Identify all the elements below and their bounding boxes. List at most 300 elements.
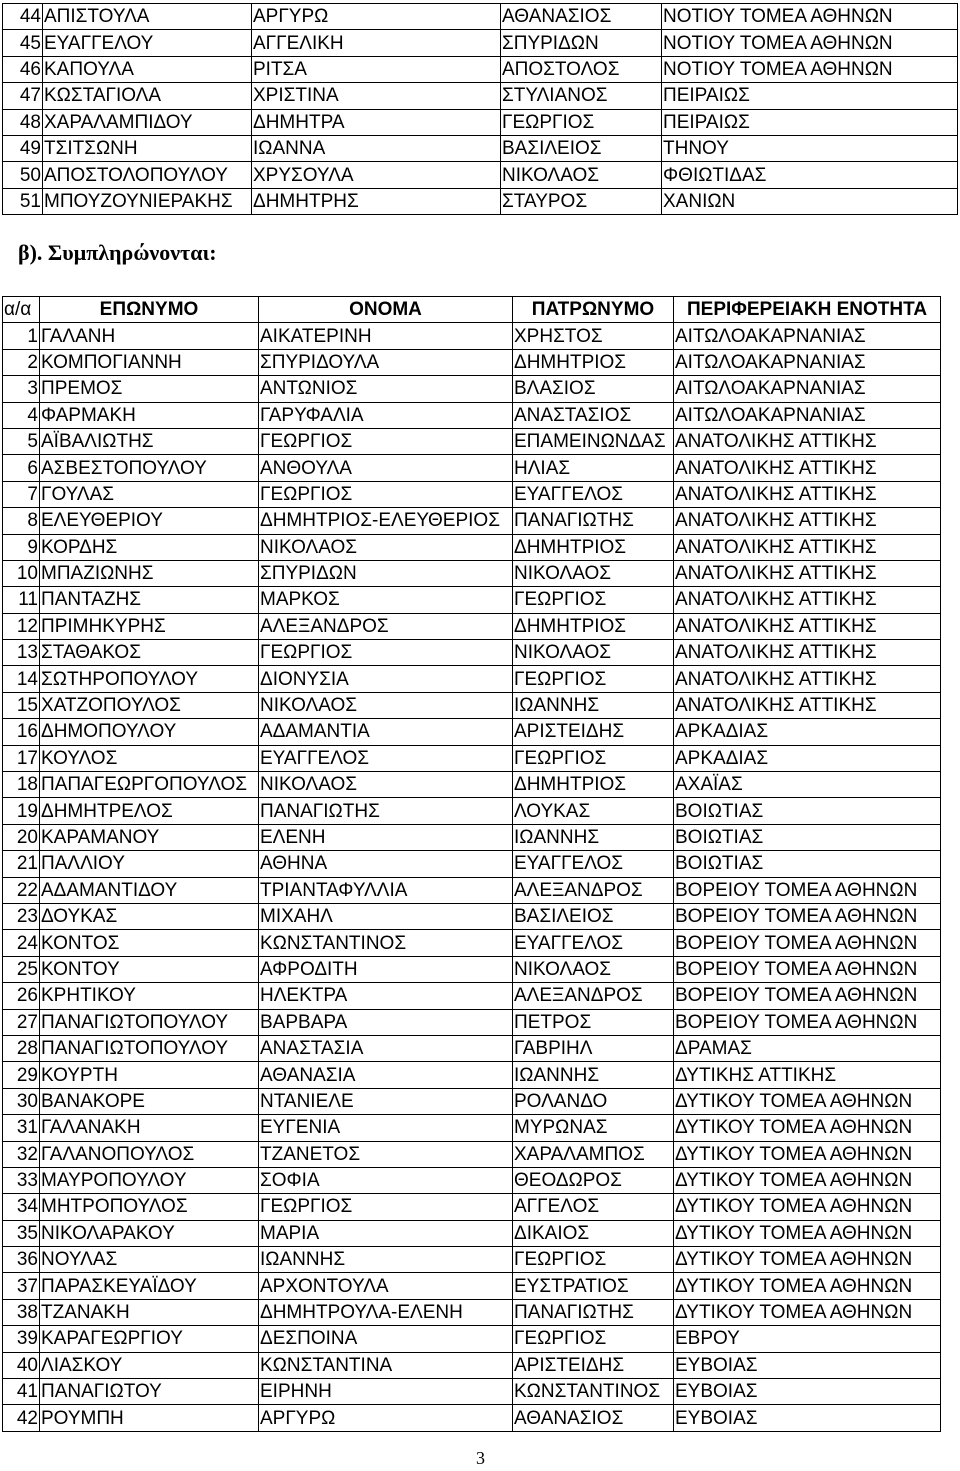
- cell-fathers-name: ΝΙΚΟΛΑΟΣ: [513, 956, 674, 982]
- cell-surname: ΝΟΥΛΑΣ: [40, 1247, 259, 1273]
- cell-name: ΕΛΕΝΗ: [259, 824, 513, 850]
- cell-name: ΝΙΚΟΛΑΟΣ: [259, 534, 513, 560]
- cell-number: 27: [3, 1009, 40, 1035]
- cell-regional-unit: ΑΙΤΩΛΟΑΚΑΡΝΑΝΙΑΣ: [674, 349, 941, 375]
- cell-surname: ΚΑΡΑΓΕΩΡΓΙΟΥ: [40, 1326, 259, 1352]
- table-row: [3, 1273, 941, 1299]
- cell-number: 35: [3, 1220, 40, 1246]
- cell-number: 49: [3, 135, 43, 161]
- cell-number: 22: [3, 877, 40, 903]
- cell-name: ΑΘΑΝΑΣΙΑ: [259, 1062, 513, 1088]
- cell-number: 10: [3, 560, 40, 586]
- cell-surname: ΓΑΛΑΝΗ: [40, 323, 259, 349]
- cell-fathers-name: ΑΓΓΕΛΟΣ: [513, 1194, 674, 1220]
- cell-number: 11: [3, 587, 40, 613]
- cell-fathers-name: ΧΑΡΑΛΑΜΠΟΣ: [513, 1141, 674, 1167]
- table-row: [3, 83, 958, 109]
- cell-fathers-name: ΕΠΑΜΕΙΝΩΝΔΑΣ: [513, 428, 674, 454]
- cell-surname: ΓΑΛΑΝΟΠΟΥΛΟΣ: [40, 1141, 259, 1167]
- cell-surname: ΔΗΜΟΠΟΥΛΟΥ: [40, 719, 259, 745]
- cell-fathers-name: ΓΕΩΡΓΙΟΣ: [513, 745, 674, 771]
- cell-fathers-name: ΓΕΩΡΓΙΟΣ: [513, 1247, 674, 1273]
- cell-fathers-name: ΓΑΒΡΙΗΛ: [513, 1035, 674, 1061]
- cell-fathers-name: ΙΩΑΝΝΗΣ: [513, 1062, 674, 1088]
- cell-regional-unit: ΑΧΑΪΑΣ: [674, 772, 941, 798]
- cell-number: 40: [3, 1352, 40, 1378]
- cell-surname: ΜΠΟΥΖΟΥΝΙΕΡΑΚΗΣ: [43, 188, 252, 214]
- cell-fathers-name: ΓΕΩΡΓΙΟΣ: [513, 587, 674, 613]
- cell-name: ΜΑΡΙΑ: [259, 1220, 513, 1246]
- cell-number: 8: [3, 508, 40, 534]
- cell-regional-unit: ΔΥΤΙΚΟΥ ΤΟΜΕΑ ΑΘΗΝΩΝ: [674, 1088, 941, 1114]
- table-row: [3, 772, 941, 798]
- cell-fathers-name: ΣΠΥΡΙΔΩΝ: [501, 30, 662, 56]
- cell-name: ΑΝΘΟΥΛΑ: [259, 455, 513, 481]
- cell-name: ΜΙΧΑΗΛ: [259, 903, 513, 929]
- cell-fathers-name: ΑΛΕΞΑΝΔΡΟΣ: [513, 877, 674, 903]
- cell-name: ΧΡΙΣΤΙΝΑ: [252, 83, 501, 109]
- cell-fathers-name: ΗΛΙΑΣ: [513, 455, 674, 481]
- table-row: [3, 1009, 941, 1035]
- cell-regional-unit: ΒΟΡΕΙΟΥ ΤΟΜΕΑ ΑΘΗΝΩΝ: [674, 903, 941, 929]
- cell-name: ΑΛΕΞΑΝΔΡΟΣ: [259, 613, 513, 639]
- cell-fathers-name: ΒΑΣΙΛΕΙΟΣ: [501, 135, 662, 161]
- cell-regional-unit: ΒΟΡΕΙΟΥ ΤΟΜΕΑ ΑΘΗΝΩΝ: [674, 930, 941, 956]
- cell-number: 26: [3, 983, 40, 1009]
- cell-fathers-name: ΑΝΑΣΤΑΣΙΟΣ: [513, 402, 674, 428]
- cell-regional-unit: ΝΟΤΙΟΥ ΤΟΜΕΑ ΑΘΗΝΩΝ: [662, 30, 958, 56]
- cell-regional-unit: ΑΝΑΤΟΛΙΚΗΣ ΑΤΤΙΚΗΣ: [674, 640, 941, 666]
- table-row: [3, 1141, 941, 1167]
- column-header-name: ΟΝΟΜΑ: [259, 297, 513, 323]
- cell-fathers-name: ΣΤΑΥΡΟΣ: [501, 188, 662, 214]
- table-row: [3, 1220, 941, 1246]
- candidates-table-continued: [2, 3, 958, 215]
- cell-name: ΑΦΡΟΔΙΤΗ: [259, 956, 513, 982]
- cell-number: 29: [3, 1062, 40, 1088]
- cell-name: ΚΩΝΣΤΑΝΤΙΝΑ: [259, 1352, 513, 1378]
- cell-name: ΕΥΑΓΓΕΛΟΣ: [259, 745, 513, 771]
- cell-number: 44: [3, 4, 43, 30]
- cell-regional-unit: ΑΙΤΩΛΟΑΚΑΡΝΑΝΙΑΣ: [674, 323, 941, 349]
- cell-regional-unit: ΔΡΑΜΑΣ: [674, 1035, 941, 1061]
- cell-number: 1: [3, 323, 40, 349]
- cell-surname: ΚΟΝΤΟΥ: [40, 956, 259, 982]
- table-header-row: [3, 297, 941, 323]
- cell-surname: ΤΖΑΝΑΚΗ: [40, 1299, 259, 1325]
- page-number: 3: [476, 1448, 485, 1468]
- cell-surname: ΚΑΠΟΥΛΑ: [43, 56, 252, 82]
- cell-number: 12: [3, 613, 40, 639]
- cell-name: ΤΖΑΝΕΤΟΣ: [259, 1141, 513, 1167]
- table-row: [3, 1088, 941, 1114]
- cell-name: ΓΕΩΡΓΙΟΣ: [259, 1194, 513, 1220]
- cell-fathers-name: ΕΥΑΓΓΕΛΟΣ: [513, 851, 674, 877]
- cell-surname: ΣΩΤΗΡΟΠΟΥΛΟΥ: [40, 666, 259, 692]
- table-row: [3, 376, 941, 402]
- table-row: [3, 188, 958, 214]
- cell-name: ΓΕΩΡΓΙΟΣ: [259, 481, 513, 507]
- cell-regional-unit: ΔΥΤΙΚΟΥ ΤΟΜΕΑ ΑΘΗΝΩΝ: [674, 1299, 941, 1325]
- table-row: [3, 323, 941, 349]
- cell-number: 31: [3, 1115, 40, 1141]
- cell-number: 48: [3, 109, 43, 135]
- cell-regional-unit: ΒΟΡΕΙΟΥ ΤΟΜΕΑ ΑΘΗΝΩΝ: [674, 1009, 941, 1035]
- cell-fathers-name: ΠΕΤΡΟΣ: [513, 1009, 674, 1035]
- cell-regional-unit: ΑΝΑΤΟΛΙΚΗΣ ΑΤΤΙΚΗΣ: [674, 587, 941, 613]
- cell-name: ΔΙΟΝΥΣΙΑ: [259, 666, 513, 692]
- cell-name: ΣΠΥΡΙΔΩΝ: [259, 560, 513, 586]
- table-row: [3, 560, 941, 586]
- cell-name: ΔΗΜΗΤΡΟΥΛΑ-ΕΛΕΝΗ: [259, 1299, 513, 1325]
- cell-fathers-name: ΔΗΜΗΤΡΙΟΣ: [513, 349, 674, 375]
- table-row: [3, 1352, 941, 1378]
- cell-fathers-name: ΕΥΑΓΓΕΛΟΣ: [513, 930, 674, 956]
- cell-name: ΝΤΑΝΙΕΛΕ: [259, 1088, 513, 1114]
- cell-fathers-name: ΔΗΜΗΤΡΙΟΣ: [513, 534, 674, 560]
- table-row: [3, 1326, 941, 1352]
- cell-regional-unit: ΑΝΑΤΟΛΙΚΗΣ ΑΤΤΙΚΗΣ: [674, 692, 941, 718]
- cell-name: ΑΡΓΥΡΩ: [259, 1405, 513, 1431]
- cell-name: ΓΕΩΡΓΙΟΣ: [259, 640, 513, 666]
- table-row: [3, 30, 958, 56]
- cell-surname: ΠΑΝΑΓΙΩΤΟΠΟΥΛΟΥ: [40, 1009, 259, 1035]
- cell-fathers-name: ΔΗΜΗΤΡΙΟΣ: [513, 613, 674, 639]
- cell-surname: ΑΣΒΕΣΤΟΠΟΥΛΟΥ: [40, 455, 259, 481]
- cell-surname: ΚΑΡΑΜΑΝΟΥ: [40, 824, 259, 850]
- cell-number: 3: [3, 376, 40, 402]
- candidates-table: [2, 296, 941, 1432]
- cell-regional-unit: ΑΝΑΤΟΛΙΚΗΣ ΑΤΤΙΚΗΣ: [674, 428, 941, 454]
- cell-regional-unit: ΠΕΙΡΑΙΩΣ: [662, 109, 958, 135]
- cell-regional-unit: ΔΥΤΙΚΟΥ ΤΟΜΕΑ ΑΘΗΝΩΝ: [674, 1220, 941, 1246]
- cell-regional-unit: ΑΝΑΤΟΛΙΚΗΣ ΑΤΤΙΚΗΣ: [674, 508, 941, 534]
- cell-number: 51: [3, 188, 43, 214]
- cell-name: ΕΙΡΗΝΗ: [259, 1379, 513, 1405]
- cell-surname: ΚΟΜΠΟΓΙΑΝΝΗ: [40, 349, 259, 375]
- cell-number: 24: [3, 930, 40, 956]
- cell-fathers-name: ΘΕΟΔΩΡΟΣ: [513, 1167, 674, 1193]
- cell-surname: ΕΛΕΥΘΕΡΙΟΥ: [40, 508, 259, 534]
- cell-surname: ΧΑΡΑΛΑΜΠΙΔΟΥ: [43, 109, 252, 135]
- cell-surname: ΜΗΤΡΟΠΟΥΛΟΣ: [40, 1194, 259, 1220]
- cell-number: 25: [3, 956, 40, 982]
- column-header-regional-unit: ΠΕΡΙΦΕΡΕΙΑΚΗ ΕΝΟΤΗΤΑ: [674, 297, 941, 323]
- table-row: [3, 508, 941, 534]
- cell-number: 37: [3, 1273, 40, 1299]
- cell-regional-unit: ΕΥΒΟΙΑΣ: [674, 1352, 941, 1378]
- cell-surname: ΕΥΑΓΓΕΛΟΥ: [43, 30, 252, 56]
- cell-fathers-name: ΙΩΑΝΝΗΣ: [513, 824, 674, 850]
- cell-fathers-name: ΑΛΕΞΑΝΔΡΟΣ: [513, 983, 674, 1009]
- cell-number: 20: [3, 824, 40, 850]
- cell-name: ΓΕΩΡΓΙΟΣ: [259, 428, 513, 454]
- cell-name: ΝΙΚΟΛΑΟΣ: [259, 692, 513, 718]
- cell-name: ΙΩΑΝΝΗΣ: [259, 1247, 513, 1273]
- cell-regional-unit: ΝΟΤΙΟΥ ΤΟΜΕΑ ΑΘΗΝΩΝ: [662, 4, 958, 30]
- table-row: [3, 402, 941, 428]
- table-row: [3, 903, 941, 929]
- cell-number: 45: [3, 30, 43, 56]
- cell-regional-unit: ΔΥΤΙΚΟΥ ΤΟΜΕΑ ΑΘΗΝΩΝ: [674, 1167, 941, 1193]
- table-row: [3, 851, 941, 877]
- cell-fathers-name: ΕΥΑΓΓΕΛΟΣ: [513, 481, 674, 507]
- cell-surname: ΚΡΗΤΙΚΟΥ: [40, 983, 259, 1009]
- cell-surname: ΠΑΝΑΓΙΩΤΟΠΟΥΛΟΥ: [40, 1035, 259, 1061]
- cell-surname: ΔΟΥΚΑΣ: [40, 903, 259, 929]
- cell-name: ΧΡΥΣΟΥΛΑ: [252, 162, 501, 188]
- table-row: [3, 4, 958, 30]
- cell-name: ΕΥΓΕΝΙΑ: [259, 1115, 513, 1141]
- cell-surname: ΠΡΕΜΟΣ: [40, 376, 259, 402]
- cell-surname: ΜΠΑΖΙΩΝΗΣ: [40, 560, 259, 586]
- cell-regional-unit: ΒΟΙΩΤΙΑΣ: [674, 824, 941, 850]
- table-row: [3, 135, 958, 161]
- cell-fathers-name: ΑΘΑΝΑΣΙΟΣ: [513, 1405, 674, 1431]
- cell-number: 2: [3, 349, 40, 375]
- table-row: [3, 613, 941, 639]
- cell-surname: ΣΤΑΘΑΚΟΣ: [40, 640, 259, 666]
- cell-fathers-name: ΑΠΟΣΤΟΛΟΣ: [501, 56, 662, 82]
- cell-name: ΑΙΚΑΤΕΡΙΝΗ: [259, 323, 513, 349]
- cell-surname: ΤΣΙΤΣΩΝΗ: [43, 135, 252, 161]
- cell-fathers-name: ΓΕΩΡΓΙΟΣ: [513, 666, 674, 692]
- table-row: [3, 745, 941, 771]
- cell-fathers-name: ΝΙΚΟΛΑΟΣ: [513, 640, 674, 666]
- cell-name: ΑΘΗΝΑ: [259, 851, 513, 877]
- cell-regional-unit: ΝΟΤΙΟΥ ΤΟΜΕΑ ΑΘΗΝΩΝ: [662, 56, 958, 82]
- cell-name: ΣΟΦΙΑ: [259, 1167, 513, 1193]
- table-body: [3, 4, 958, 215]
- cell-fathers-name: ΒΛΑΣΙΟΣ: [513, 376, 674, 402]
- table-row: [3, 983, 941, 1009]
- table-row: [3, 824, 941, 850]
- cell-number: 23: [3, 903, 40, 929]
- table-row: [3, 587, 941, 613]
- cell-name: ΑΝΑΣΤΑΣΙΑ: [259, 1035, 513, 1061]
- table-row: [3, 1062, 941, 1088]
- table-row: [3, 692, 941, 718]
- cell-regional-unit: ΑΝΑΤΟΛΙΚΗΣ ΑΤΤΙΚΗΣ: [674, 560, 941, 586]
- table-row: [3, 1115, 941, 1141]
- section-heading: β). Συμπληρώνονται:: [18, 240, 217, 265]
- table-row: [3, 1299, 941, 1325]
- table-row: [3, 455, 941, 481]
- cell-surname: ΚΟΝΤΟΣ: [40, 930, 259, 956]
- cell-name: ΒΑΡΒΑΡΑ: [259, 1009, 513, 1035]
- cell-fathers-name: ΝΙΚΟΛΑΟΣ: [501, 162, 662, 188]
- table-row: [3, 428, 941, 454]
- cell-name: ΡΙΤΣΑ: [252, 56, 501, 82]
- cell-surname: ΡΟΥΜΠΗ: [40, 1405, 259, 1431]
- table-row: [3, 798, 941, 824]
- cell-fathers-name: ΧΡΗΣΤΟΣ: [513, 323, 674, 349]
- cell-name: ΓΑΡΥΦΑΛΙΑ: [259, 402, 513, 428]
- cell-fathers-name: ΓΕΩΡΓΙΟΣ: [513, 1326, 674, 1352]
- cell-regional-unit: ΑΝΑΤΟΛΙΚΗΣ ΑΤΤΙΚΗΣ: [674, 534, 941, 560]
- cell-name: ΜΑΡΚΟΣ: [259, 587, 513, 613]
- cell-surname: ΛΙΑΣΚΟΥ: [40, 1352, 259, 1378]
- table-body: [3, 323, 941, 1431]
- cell-fathers-name: ΠΑΝΑΓΙΩΤΗΣ: [513, 1299, 674, 1325]
- cell-surname: ΚΟΥΡΤΗ: [40, 1062, 259, 1088]
- cell-surname: ΠΑΛΛΙΟΥ: [40, 851, 259, 877]
- table-row: [3, 1379, 941, 1405]
- table-row: [3, 1035, 941, 1061]
- cell-number: 19: [3, 798, 40, 824]
- cell-number: 32: [3, 1141, 40, 1167]
- table-row: [3, 1167, 941, 1193]
- cell-surname: ΒΑΝΑΚΟΡΕ: [40, 1088, 259, 1114]
- cell-regional-unit: ΔΥΤΙΚΗΣ ΑΤΤΙΚΗΣ: [674, 1062, 941, 1088]
- cell-name: ΑΡΧΟΝΤΟΥΛΑ: [259, 1273, 513, 1299]
- table-row: [3, 109, 958, 135]
- cell-fathers-name: ΒΑΣΙΛΕΙΟΣ: [513, 903, 674, 929]
- cell-number: 14: [3, 666, 40, 692]
- cell-surname: ΦΑΡΜΑΚΗ: [40, 402, 259, 428]
- cell-surname: ΧΑΤΖΟΠΟΥΛΟΣ: [40, 692, 259, 718]
- cell-fathers-name: ΕΥΣΤΡΑΤΙΟΣ: [513, 1273, 674, 1299]
- cell-surname: ΓΑΛΑΝΑΚΗ: [40, 1115, 259, 1141]
- cell-number: 5: [3, 428, 40, 454]
- cell-surname: ΠΑΠΑΓΕΩΡΓΟΠΟΥΛΟΣ: [40, 772, 259, 798]
- cell-name: ΚΩΝΣΤΑΝΤΙΝΟΣ: [259, 930, 513, 956]
- cell-surname: ΓΟΥΛΑΣ: [40, 481, 259, 507]
- cell-number: 33: [3, 1167, 40, 1193]
- cell-fathers-name: ΜΥΡΩΝΑΣ: [513, 1115, 674, 1141]
- cell-name: ΔΗΜΗΤΡΑ: [252, 109, 501, 135]
- table-row: [3, 1405, 941, 1431]
- cell-fathers-name: ΛΟΥΚΑΣ: [513, 798, 674, 824]
- cell-fathers-name: ΑΡΙΣΤΕΙΔΗΣ: [513, 719, 674, 745]
- cell-regional-unit: ΒΟΡΕΙΟΥ ΤΟΜΕΑ ΑΘΗΝΩΝ: [674, 956, 941, 982]
- cell-number: 34: [3, 1194, 40, 1220]
- table-row: [3, 666, 941, 692]
- cell-surname: ΔΗΜΗΤΡΕΛΟΣ: [40, 798, 259, 824]
- cell-name: ΑΔΑΜΑΝΤΙΑ: [259, 719, 513, 745]
- cell-name: ΤΡΙΑΝΤΑΦΥΛΛΙΑ: [259, 877, 513, 903]
- table-row: [3, 56, 958, 82]
- cell-number: 6: [3, 455, 40, 481]
- cell-number: 18: [3, 772, 40, 798]
- cell-name: ΠΑΝΑΓΙΩΤΗΣ: [259, 798, 513, 824]
- cell-number: 42: [3, 1405, 40, 1431]
- cell-fathers-name: ΑΘΑΝΑΣΙΟΣ: [501, 4, 662, 30]
- cell-regional-unit: ΒΟΙΩΤΙΑΣ: [674, 851, 941, 877]
- cell-regional-unit: ΠΕΙΡΑΙΩΣ: [662, 83, 958, 109]
- cell-number: 50: [3, 162, 43, 188]
- cell-name: ΑΓΓΕΛΙΚΗ: [252, 30, 501, 56]
- cell-regional-unit: ΕΥΒΟΙΑΣ: [674, 1405, 941, 1431]
- cell-fathers-name: ΠΑΝΑΓΙΩΤΗΣ: [513, 508, 674, 534]
- cell-surname: ΑΠΙΣΤΟΥΛΑ: [43, 4, 252, 30]
- cell-fathers-name: ΔΗΜΗΤΡΙΟΣ: [513, 772, 674, 798]
- cell-regional-unit: ΤΗΝΟΥ: [662, 135, 958, 161]
- cell-number: 46: [3, 56, 43, 82]
- cell-regional-unit: ΑΝΑΤΟΛΙΚΗΣ ΑΤΤΙΚΗΣ: [674, 481, 941, 507]
- cell-regional-unit: ΔΥΤΙΚΟΥ ΤΟΜΕΑ ΑΘΗΝΩΝ: [674, 1247, 941, 1273]
- cell-regional-unit: ΧΑΝΙΩΝ: [662, 188, 958, 214]
- cell-regional-unit: ΕΒΡΟΥ: [674, 1326, 941, 1352]
- cell-name: ΣΠΥΡΙΔΟΥΛΑ: [259, 349, 513, 375]
- table-row: [3, 877, 941, 903]
- table-row: [3, 481, 941, 507]
- cell-regional-unit: ΑΝΑΤΟΛΙΚΗΣ ΑΤΤΙΚΗΣ: [674, 666, 941, 692]
- cell-number: 41: [3, 1379, 40, 1405]
- cell-surname: ΝΙΚΟΛΑΡΑΚΟΥ: [40, 1220, 259, 1246]
- cell-regional-unit: ΔΥΤΙΚΟΥ ΤΟΜΕΑ ΑΘΗΝΩΝ: [674, 1273, 941, 1299]
- cell-number: 21: [3, 851, 40, 877]
- cell-number: 30: [3, 1088, 40, 1114]
- cell-number: 15: [3, 692, 40, 718]
- cell-number: 28: [3, 1035, 40, 1061]
- cell-surname: ΚΟΡΔΗΣ: [40, 534, 259, 560]
- cell-name: ΗΛΕΚΤΡΑ: [259, 983, 513, 1009]
- table-row: [3, 1194, 941, 1220]
- cell-number: 13: [3, 640, 40, 666]
- cell-number: 16: [3, 719, 40, 745]
- cell-regional-unit: ΑΝΑΤΟΛΙΚΗΣ ΑΤΤΙΚΗΣ: [674, 455, 941, 481]
- cell-regional-unit: ΑΙΤΩΛΟΑΚΑΡΝΑΝΙΑΣ: [674, 376, 941, 402]
- table-row: [3, 956, 941, 982]
- cell-regional-unit: ΒΟΙΩΤΙΑΣ: [674, 798, 941, 824]
- cell-surname: ΠΑΝΑΓΙΩΤΟΥ: [40, 1379, 259, 1405]
- cell-name: ΑΝΤΩΝΙΟΣ: [259, 376, 513, 402]
- table-row: [3, 719, 941, 745]
- cell-name: ΙΩΑΝΝΑ: [252, 135, 501, 161]
- cell-regional-unit: ΔΥΤΙΚΟΥ ΤΟΜΕΑ ΑΘΗΝΩΝ: [674, 1115, 941, 1141]
- cell-regional-unit: ΑΙΤΩΛΟΑΚΑΡΝΑΝΙΑΣ: [674, 402, 941, 428]
- cell-fathers-name: ΓΕΩΡΓΙΟΣ: [501, 109, 662, 135]
- cell-fathers-name: ΔΙΚΑΙΟΣ: [513, 1220, 674, 1246]
- cell-regional-unit: ΑΡΚΑΔΙΑΣ: [674, 745, 941, 771]
- cell-fathers-name: ΚΩΝΣΤΑΝΤΙΝΟΣ: [513, 1379, 674, 1405]
- column-header-fathers-name: ΠΑΤΡΩΝΥΜΟ: [513, 297, 674, 323]
- cell-fathers-name: ΡΟΛΑΝΔΟ: [513, 1088, 674, 1114]
- cell-regional-unit: ΕΥΒΟΙΑΣ: [674, 1379, 941, 1405]
- cell-number: 4: [3, 402, 40, 428]
- cell-regional-unit: ΒΟΡΕΙΟΥ ΤΟΜΕΑ ΑΘΗΝΩΝ: [674, 877, 941, 903]
- cell-name: ΔΗΜΗΤΡΙΟΣ-ΕΛΕΥΘΕΡΙΟΣ: [259, 508, 513, 534]
- cell-surname: ΑΪΒΑΛΙΩΤΗΣ: [40, 428, 259, 454]
- cell-number: 9: [3, 534, 40, 560]
- cell-surname: ΑΔΑΜΑΝΤΙΔΟΥ: [40, 877, 259, 903]
- cell-surname: ΑΠΟΣΤΟΛΟΠΟΥΛΟΥ: [43, 162, 252, 188]
- cell-regional-unit: ΒΟΡΕΙΟΥ ΤΟΜΕΑ ΑΘΗΝΩΝ: [674, 983, 941, 1009]
- cell-surname: ΠΑΝΤΑΖΗΣ: [40, 587, 259, 613]
- cell-regional-unit: ΑΡΚΑΔΙΑΣ: [674, 719, 941, 745]
- cell-name: ΝΙΚΟΛΑΟΣ: [259, 772, 513, 798]
- cell-surname: ΚΩΣΤΑΓΙΟΛΑ: [43, 83, 252, 109]
- cell-fathers-name: ΑΡΙΣΤΕΙΔΗΣ: [513, 1352, 674, 1378]
- table-row: [3, 1247, 941, 1273]
- cell-number: 36: [3, 1247, 40, 1273]
- cell-fathers-name: ΣΤΥΛΙΑΝΟΣ: [501, 83, 662, 109]
- cell-regional-unit: ΔΥΤΙΚΟΥ ΤΟΜΕΑ ΑΘΗΝΩΝ: [674, 1194, 941, 1220]
- cell-regional-unit: ΔΥΤΙΚΟΥ ΤΟΜΕΑ ΑΘΗΝΩΝ: [674, 1141, 941, 1167]
- cell-number: 38: [3, 1299, 40, 1325]
- cell-regional-unit: ΦΘΙΩΤΙΔΑΣ: [662, 162, 958, 188]
- cell-number: 17: [3, 745, 40, 771]
- cell-fathers-name: ΝΙΚΟΛΑΟΣ: [513, 560, 674, 586]
- cell-number: 39: [3, 1326, 40, 1352]
- cell-surname: ΠΡΙΜΗΚΥΡΗΣ: [40, 613, 259, 639]
- table-row: [3, 162, 958, 188]
- cell-name: ΑΡΓΥΡΩ: [252, 4, 501, 30]
- cell-number: 47: [3, 83, 43, 109]
- cell-surname: ΚΟΥΛΟΣ: [40, 745, 259, 771]
- cell-name: ΔΗΜΗΤΡΗΣ: [252, 188, 501, 214]
